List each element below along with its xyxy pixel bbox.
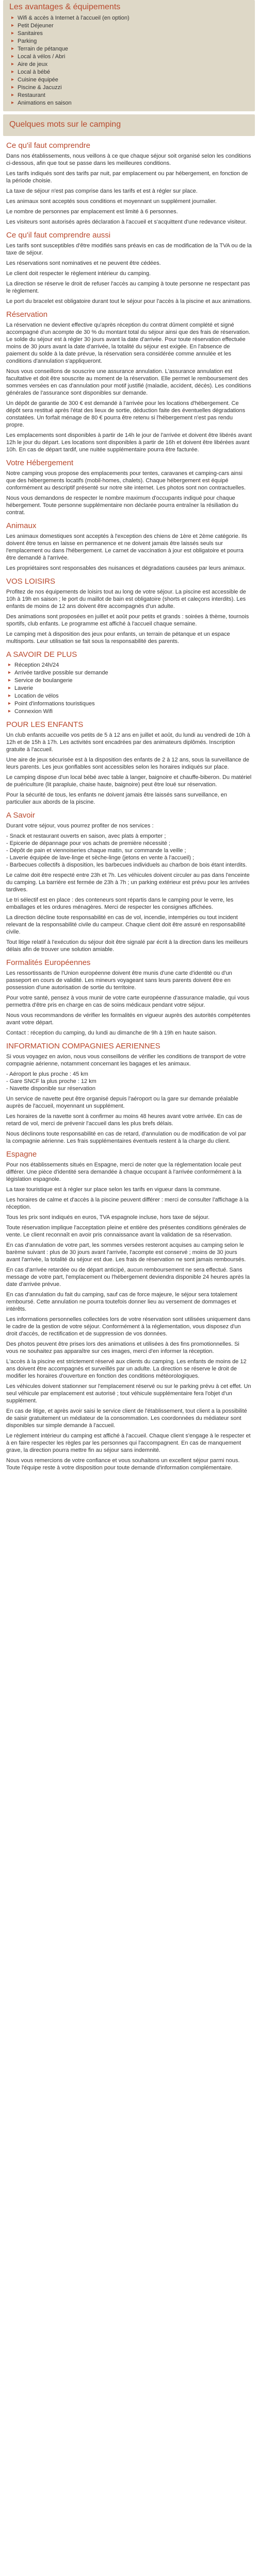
paragraph: Pour nos établissements situés en Espagne, merci de noter que la réglementation locale peut différer. Une pièce d'identité sera demandée à chaque occupant à l'arrivée conformément à la législation espagnole.: [6, 1162, 241, 1182]
section-title: Réservation: [6, 310, 48, 319]
features-item: ▸ Terrain de pétanque: [18, 45, 250, 53]
paragraph: - Epicerie de dépannage pour vos achats de première nécessité ;: [6, 840, 170, 846]
features-title: Les avantages & équipements: [9, 3, 121, 11]
features-item: ▸ Parking: [18, 38, 250, 45]
features-item: ▸ Wifi & accès à Internet à l'accueil (en option): [18, 14, 250, 22]
paragraph: En cas de litige, et après avoir saisi le service client de l'établissement, tout client a la possibilité de saisir gratuitement un médiateur de la consommation. Les coordonnées du médiateur sont disponibles sur simple demande à l'accueil.: [6, 1408, 247, 1429]
paragraph: Les animaux sont acceptés sous conditions et moyennant un supplément journalier.: [6, 198, 217, 205]
list-item: ▸ Location de vélos: [14, 692, 252, 700]
paragraph: Un dépôt de garantie de 300 € est demandé à l'arrivée pour les locations d'hébergement. Ce dépôt sera restitué après l'état des lieux de sortie, déduction faite des éventuelles dégradations constatées. Un forfait ménage de 80 € pourra être retenu si l'hébergement n'est pas rendu propre.: [6, 400, 246, 428]
paragraph: Le nombre de personnes par emplacement est limité à 6 personnes.: [6, 209, 178, 215]
paragraph: La direction se réserve le droit de refuser l'accès au camping à toute personne ne respectant pas le règlement.: [6, 281, 250, 294]
section-enfants: [6, 720, 252, 806]
paragraph: - Aéroport le plus proche : 45 km: [6, 1071, 88, 1077]
features-item: ▸ Petit Déjeuner: [18, 22, 250, 29]
features-item: ▸ Local à bébé: [18, 69, 250, 76]
paragraph: Tout litige relatif à l'exécution du séjour doit être signalé par écrit à la direction dans les meilleurs délais afin de trouver une solution amiable.: [6, 939, 248, 953]
paragraph: Nous vous remercions de votre confiance et vous souhaitons un excellent séjour parmi nous. Toute l'équipe reste à votre disposition pour toute demande d'information complémentaire.: [6, 1458, 240, 1471]
paragraph: Si vous voyagez en avion, nous vous conseillons de vérifier les conditions de transport de votre compagnie aérienne, notamment concernant les bagages et les animaux.: [6, 1054, 246, 1067]
section-title: A SAVOIR DE PLUS: [6, 650, 77, 659]
section-title: Ce qu'il faut comprendre: [6, 141, 90, 150]
paragraph: L'accès à la piscine est strictement réservé aux clients du camping. Les enfants de moins de 12 ans doivent être accompagnés et surveillés par un adulte. La direction se réserve le droit de modifier les horaires d'ouverture en fonction des conditions météorologiques.: [6, 1359, 247, 1379]
paragraph: La taxe touristique est à régler sur place selon les tarifs en vigueur dans la commune.: [6, 1187, 221, 1193]
features-item: ▸ Restaurant: [18, 92, 250, 99]
paragraph: Tous les prix sont indiqués en euros, TVA espagnole incluse, hors taxe de séjour.: [6, 1214, 209, 1221]
list-item: ▸ Laverie: [14, 685, 252, 692]
paragraph: Les véhicules doivent stationner sur l'emplacement réservé ou sur le parking prévu à cet effet. Un seul véhicule par emplacement est autorisé ; tout véhicule supplémentaire fera l'objet d'un supplément.: [6, 1383, 251, 1404]
section-title: Ce qu'il faut comprendre aussi: [6, 231, 111, 240]
list-item: ▸ Arrivée tardive possible sur demande: [14, 669, 252, 676]
paragraph: Les tarifs sont susceptibles d'être modifiés sans préavis en cas de modification de la TVA ou de la taxe de séjour.: [6, 243, 252, 256]
paragraph: Le client doit respecter le règlement intérieur du camping.: [6, 270, 151, 277]
paragraph: Dans nos établissements, nous veillons à ce que chaque séjour soit organisé selon les conditions ci-dessous, afin que tout se passe dans les meilleures conditions.: [6, 153, 251, 166]
paragraph: Des photos peuvent être prises lors des animations et utilisées à des fins promotionnelles. Si vous ne souhaitez pas apparaître sur ces images, merci d'en informer la réception.: [6, 1341, 239, 1354]
section-espagne: [6, 1150, 252, 1221]
paragraph: Les propriétaires sont responsables des nuisances et dégradations causées par leurs animaux.: [6, 565, 246, 571]
paragraph: Contact : réception du camping, du lundi au dimanche de 9h à 19h en haute saison.: [6, 1030, 217, 1036]
paragraph: En cas d'annulation du fait du camping, sauf cas de force majeure, le séjour sera totalement remboursé. Cette annulation ne pourra toutefois donner lieu au versement de dommages et intérêts.: [6, 1292, 237, 1312]
paragraph: Le règlement intérieur du camping est affiché à l'accueil. Chaque client s'engage à le respecter et à en faire respecter les règles par les personnes qui l'accompagnent. En cas de manquement grave, la direction pourra mettre fin au séjour sans indemnité.: [6, 1433, 251, 1453]
paragraph: Pour votre santé, pensez à vous munir de votre carte européenne d'assurance maladie, qui vous permettra d'être pris en charge en cas de soins médicaux pendant votre séjour.: [6, 995, 250, 1008]
paragraph: - Gare SNCF la plus proche : 12 km: [6, 1078, 96, 1084]
paragraph: Profitez de nos équipements de loisirs tout au long de votre séjour. La piscine est accessible de 10h à 19h en saison ; le port du maillot de bain est obligatoire (shorts et caleçons interdits). Les enfants de moins de 12 ans doivent être accompagnés d'un adulte.: [6, 589, 246, 609]
paragraph: Le calme doit être respecté entre 23h et 7h. Les véhicules doivent circuler au pas dans l'enceinte du camping. La barrière est fermée de 23h à 7h ; un parking extérieur est prévu pour les arrivées tardives.: [6, 872, 250, 893]
paragraph: Le port du bracelet est obligatoire durant tout le séjour pour l'accès à la piscine et aux animations.: [6, 298, 252, 304]
paragraph: En cas d'annulation de votre part, les sommes versées resteront acquises au camping selon le barème suivant : plus de 30 jours avant l'arrivée, l'acompte est conservé ; moins de 30 jours avant l'arrivée, la totalité du séjour est due. Les frais de réservation ne sont jamais remboursés.: [6, 1242, 246, 1263]
paragraph: Un club enfants accueille vos petits de 5 à 12 ans en juillet et août, du lundi au vendredi de 10h à 12h et de 15h à 17h. Les activités sont encadrées par des animateurs diplômés. Inscription gratuite à l'accueil.: [6, 732, 250, 753]
features-item: ▸ Cuisine équipée: [18, 76, 250, 83]
paragraph: Les horaires de la navette sont à confirmer au moins 48 heures avant votre arrivée. En cas de retard de vol, merci de prévenir l'accueil dans les plus brefs délais.: [6, 1113, 243, 1127]
paragraph: Des animations sont proposées en juillet et août pour petits et grands : soirées à thème, tournois sportifs, club enfants. Le programme est affiché à l'accueil chaque semaine.: [6, 614, 249, 627]
paragraph: Nous vous demandons de respecter le nombre maximum d'occupants indiqué pour chaque hébergement. Toute personne supplémentaire non déclarée pourra entraîner la résiliation du contrat.: [6, 495, 238, 516]
paragraph: Les informations personnelles collectées lors de votre réservation sont utilisées uniquement dans le cadre de la gestion de votre séjour. Conformément à la réglementation, vous disposez d'un droit d'accès, de rectification et de suppression de vos données.: [6, 1316, 251, 1337]
paragraph: - Navette disponible sur réservation: [6, 1086, 96, 1092]
paragraph: Nous vous conseillons de souscrire une assurance annulation. L'assurance annulation est facultative et doit être souscrite au moment de la réservation. Elle permet le remboursement des sommes versées en cas d'annulation pour motif justifié (maladie, accident, décès). Les conditions générales de l'assurance sont disponibles sur demande.: [6, 368, 251, 396]
paragraph: Durant votre séjour, vous pourrez profiter de nos services :: [6, 823, 154, 829]
section-title: Animaux: [6, 521, 37, 530]
paragraph: Les horaires de calme et d'accès à la piscine peuvent différer : merci de consulter l'affichage à la réception.: [6, 1197, 249, 1210]
paragraph: Un service de navette peut être organisé depuis l'aéroport ou la gare sur demande préalable auprès de l'accueil, moyennant un supplément.: [6, 1096, 238, 1109]
content: [3, 141, 255, 1471]
services-list: [6, 662, 252, 715]
paragraph: Les visiteurs sont autorisés après déclaration à l'accueil et s'acquittent d'une redevance visiteur.: [6, 219, 247, 225]
paragraph: - Snack et restaurant ouverts en saison, avec plats à emporter ;: [6, 833, 166, 839]
features-item: ▸ Aire de jeux: [18, 61, 250, 68]
paragraph: Les emplacements sont disponibles à partir de 14h le jour de l'arrivée et doivent être libérés avant 12h le jour du départ. Les locations sont disponibles à partir de 16h et doivent être libérées avant 10h. En cas de départ tardif, une nuitée supplémentaire pourra être facturée.: [6, 432, 252, 453]
paragraph: Notre camping vous propose des emplacements pour tentes, caravanes et camping-cars ainsi que des hébergements locatifs (mobil-homes, chalets). Chaque hébergement est équipé conformément au descriptif présenté sur notre site internet. Les photos sont non contractuelles.: [6, 470, 246, 491]
section-depart: [6, 310, 252, 453]
paragraph: Nous déclinons toute responsabilité en cas de retard, d'annulation ou de modification de vol par la compagnie aérienne. Les frais supplémentaires éventuels restent à la charge du client.: [6, 1131, 247, 1144]
features-list: [9, 14, 250, 107]
paragraph: Pour la sécurité de tous, les enfants ne doivent jamais être laissés sans surveillance, en particulier aux abords de la piscine.: [6, 792, 228, 805]
paragraph: Les animaux domestiques sont acceptés à l'exception des chiens de 1ère et 2ème catégorie. Ils doivent être tenus en laisse en permanence et ne doivent jamais être laissés seuls sur l'emplacement ou dans l'hébergement. Le carnet de vaccination à jour est obligatoire et pourra être demandé à l'arrivée.: [6, 533, 247, 561]
paragraph: Toute réservation implique l'acceptation pleine et entière des présentes conditions générales de vente. Le client reconnaît en avoir pris connaissance avant la validation de sa réservation.: [6, 1225, 247, 1238]
paragraph: Le camping dispose d'un local bébé avec table à langer, baignoire et chauffe-biberon. Du matériel de puériculture (lit parapluie, chaise haute, baignoire) peut être loué sur réservation.: [6, 774, 252, 788]
paragraph: - Dépôt de pain et viennoiseries chaque matin, sur commande la veille ;: [6, 848, 186, 854]
paragraph: Le tri sélectif est en place : des conteneurs sont répartis dans le camping pour le verre, les emballages et les ordures ménagères. Merci de respecter les consignes affichées.: [6, 897, 234, 910]
section-a-savoir-plus: [6, 650, 252, 715]
paragraph: La réservation ne devient effective qu'après réception du contrat dûment complété et signé accompagné d'un acompte de 30 % du montant total du séjour ainsi que des frais de réservation. Le solde du séjour est à régler 30 jours avant la date d'arrivée. Pour toute réservation effectuée moins de 30 jours avant la date d'arrivée, la totalité du séjour est exigée. En l'absence de paiement du solde à la date prévue, la réservation sera considérée comme annulée et les conditions d'annulation s'appliqueront.: [6, 322, 250, 364]
section-title: POUR LES ENFANTS: [6, 720, 84, 729]
section-compagnies-aeriennes: [6, 1042, 252, 1145]
paragraph: Les réservations sont nominatives et ne peuvent être cédées.: [6, 260, 161, 266]
section-title: VOS LOISIRS: [6, 577, 56, 586]
paragraph: Une aire de jeux sécurisée est à la disposition des enfants de 2 à 12 ans, sous la surveillance de leurs parents. Les jeux gonflables sont accessibles selon les horaires indiqués sur place.: [6, 757, 249, 770]
paragraph: Le camping met à disposition des jeux pour enfants, un terrain de pétanque et un espace multisports. Leur utilisation se fait sous la responsabilité des parents.: [6, 631, 230, 645]
about-title: Quelques mots sur le camping: [9, 120, 121, 129]
section-cgv: [6, 141, 252, 226]
section-loisirs: [6, 577, 252, 645]
section-a-savoir: [6, 811, 252, 953]
features-item: ▸ Sanitaires: [18, 30, 250, 37]
section-title: INFORMATION COMPAGNIES AERIENNES: [6, 1042, 160, 1050]
features-item: ▸ Animations en saison: [18, 99, 250, 107]
paragraph: En cas d'arrivée retardée ou de départ anticipé, aucun remboursement ne sera effectué. Sans message de votre part, l'emplacement ou l'hébergement deviendra disponible 24 heures après la date d'arrivée prévue.: [6, 1267, 250, 1287]
section-title: Espagne: [6, 1150, 37, 1159]
paragraph: Les ressortissants de l'Union européenne doivent être munis d'une carte d'identité ou d'un passeport en cours de validité. Les mineurs voyageant sans leurs parents doivent être en possession d'une autorisation de sortie du territoire.: [6, 970, 232, 991]
list-item: ▸ Réception 24h/24: [14, 662, 252, 669]
paragraph: La direction décline toute responsabilité en cas de vol, incendie, intempéries ou tout incident relevant de la responsabilité civile du campeur. Chaque client doit être assuré en responsabilité civile.: [6, 914, 246, 935]
paragraph: Les tarifs indiqués sont des tarifs par nuit, par emplacement ou par hébergement, en fonction de la période choisie.: [6, 171, 248, 184]
section-conditions: [6, 1224, 252, 1471]
paragraph: - Laverie équipée de lave-linge et sèche-linge (jetons en vente à l'accueil) ;: [6, 855, 195, 861]
about-header: [3, 114, 255, 136]
section-hebergement: [6, 459, 252, 516]
paragraph: Nous vous recommandons de vérifier les formalités en vigueur auprès des autorités compétentes avant votre départ.: [6, 1012, 251, 1026]
section-title: A Savoir: [6, 811, 35, 820]
list-item: ▸ Service de boulangerie: [14, 677, 252, 684]
features-panel: [3, 0, 255, 111]
section-formalites: [6, 958, 252, 1037]
section-title: Formalités Européennes: [6, 958, 91, 967]
features-item: ▸ Piscine & Jacuzzi: [18, 84, 250, 91]
list-item: ▸ Connexion Wifi: [14, 708, 252, 715]
paragraph: - Barbecues collectifs à disposition, les barbecues individuels au charbon de bois étant interdits.: [6, 862, 247, 868]
features-item: ▸ Local à vélos / Abri: [18, 53, 250, 60]
paragraph: La taxe de séjour n'est pas comprise dans les tarifs et est à régler sur place.: [6, 188, 198, 194]
section-reservation: [6, 231, 252, 305]
list-item: ▸ Point d'informations touristiques: [14, 700, 252, 707]
section-animaux: [6, 521, 252, 572]
section-title: Votre Hébergement: [6, 459, 74, 467]
